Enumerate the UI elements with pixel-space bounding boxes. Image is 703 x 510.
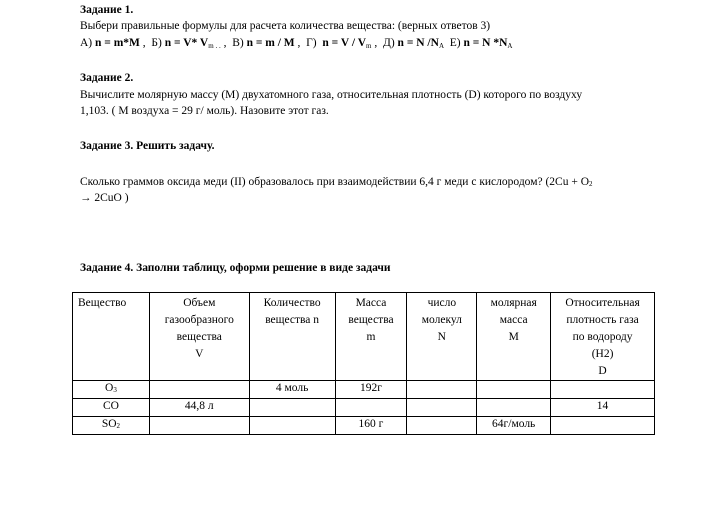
task2-title: Задание 2. (80, 72, 134, 84)
header-molecules: число молекул N (407, 293, 477, 381)
cell-volume (149, 381, 249, 399)
header-substance: Вещество (73, 293, 150, 381)
cell-density (551, 417, 655, 435)
cell-mass: 192г (335, 381, 407, 399)
cell-mass (335, 399, 407, 417)
task2-line2: 1,103. ( М воздуха = 29 г/ моль). Назовите этот газ. (80, 105, 329, 117)
header-volume: Объем газообразного вещества V (149, 293, 249, 381)
cell-molar-mass (477, 399, 551, 417)
cell-density (551, 381, 655, 399)
cell-substance: SO2 (73, 417, 150, 435)
cell-molecules (407, 417, 477, 435)
cell-substance: CO (73, 399, 150, 417)
cell-amount (249, 417, 335, 435)
cell-substance: O3 (73, 381, 150, 399)
cell-molar-mass: 64г/моль (477, 417, 551, 435)
cell-molecules (407, 399, 477, 417)
cell-mass: 160 г (335, 417, 407, 435)
cell-volume (149, 417, 249, 435)
task3-line1: Сколько граммов оксида меди (II) образовалось при взаимодействии 6,4 г меди с кислородом? (2Cu + O2 (80, 176, 593, 188)
header-amount: Количество вещества n (249, 293, 335, 381)
cell-molecules (407, 381, 477, 399)
cell-amount: 4 моль (249, 381, 335, 399)
task4-table (72, 292, 655, 435)
header-density: Относительная плотность газа по водороду (H2) D (551, 293, 655, 381)
task1-options: А) n = m*M , Б) n = V* Vm . . , В) n = m / M , Г) n = V / Vm , Д) n = N /NA Е) n = N *NA (80, 37, 513, 50)
cell-amount (249, 399, 335, 417)
task1-title: Задание 1. (80, 4, 134, 16)
task3-title: Задание 3. Решить задачу. (80, 140, 215, 152)
table-row (73, 417, 655, 435)
table-row (73, 399, 655, 417)
task4-title: Задание 4. Заполни таблицу, оформи решение в виде задачи (80, 262, 391, 274)
cell-volume: 44,8 л (149, 399, 249, 417)
table-header-row (73, 293, 655, 381)
header-mass: Масса вещества m (335, 293, 407, 381)
header-molar-mass: молярная масса М (477, 293, 551, 381)
table-row (73, 381, 655, 399)
task3-line2: → 2CuO ) (80, 192, 129, 204)
cell-molar-mass (477, 381, 551, 399)
task1-question: Выбери правильные формулы для расчета количества вещества: (верных ответов 3) (80, 20, 491, 32)
cell-density: 14 (551, 399, 655, 417)
task2-line1: Вычислите молярную массу (М) двухатомного газа, относительная плотность (D) которого по воздуху (80, 89, 583, 101)
